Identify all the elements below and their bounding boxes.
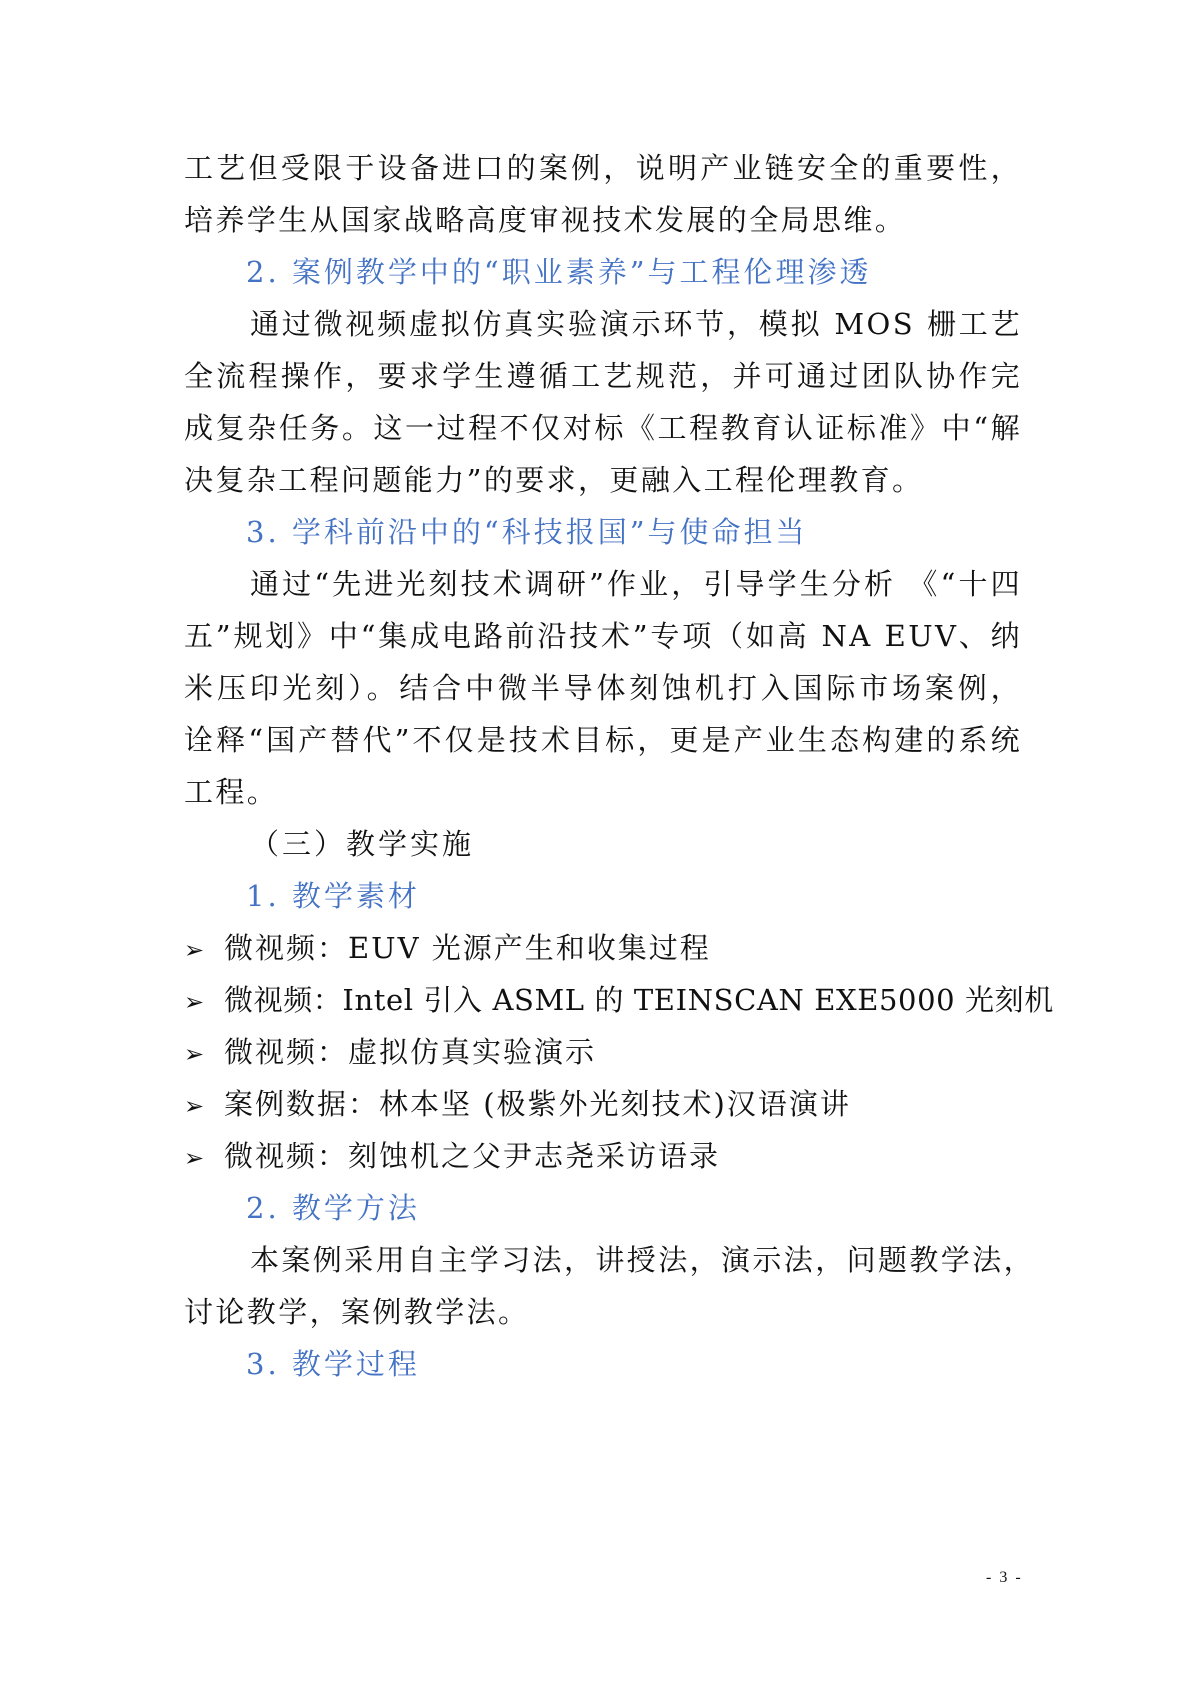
arrowhead-icon: ➢ — [184, 988, 207, 1016]
list-item — [184, 980, 1054, 1022]
paragraph-line: 五”规划》中“集成电路前沿技术”专项（如高 NA EUV、纳 — [184, 619, 1022, 653]
list-item-text: 微视频：Intel 引入 ASML 的 TEINSCAN EXE5000 光刻机 — [224, 983, 1054, 1017]
list-item-text: 案例数据：林本坚 (极紫外光刻技术)汉语演讲 — [224, 1087, 851, 1121]
list-item-text: 微视频：刻蚀机之父尹志尧采访语录 — [224, 1139, 721, 1173]
paragraph-line: 工艺但受限于设备进口的案例，说明产业链安全的重要性， — [184, 151, 1022, 185]
paragraph-line: 工程。 — [184, 775, 279, 809]
arrowhead-icon: ➢ — [184, 1144, 207, 1172]
paragraph-line: 全流程操作，要求学生遵循工艺规范，并可通过团队协作完 — [184, 359, 1022, 393]
paragraph-line: 诠释“国产替代”不仅是技术目标，更是产业生态构建的系统 — [184, 723, 1022, 757]
subheading-career-ethics: 2. 案例教学中的“职业素养”与工程伦理渗透 — [246, 255, 872, 289]
subheading-materials: 1. 教学素材 — [246, 879, 420, 913]
list-item — [184, 1032, 1022, 1074]
paragraph-line: 讨论教学，案例教学法。 — [184, 1295, 530, 1329]
paragraph-line: 成复杂任务。这一过程不仅对标《工程教育认证标准》中“解 — [184, 411, 1022, 445]
paragraph-line: 本案例采用自主学习法，讲授法，演示法，问题教学法， — [250, 1243, 1036, 1277]
subheading-frontier: 3. 学科前沿中的“科技报国”与使命担当 — [246, 515, 808, 549]
list-item — [184, 1136, 1022, 1178]
list-item-text: 微视频：EUV 光源产生和收集过程 — [224, 931, 711, 965]
paragraph-line: 决复杂工程问题能力”的要求，更融入工程伦理教育。 — [184, 463, 924, 497]
paragraph-line: 培养学生从国家战略高度审视技术发展的全局思维。 — [184, 203, 907, 237]
list-item-text: 微视频：虚拟仿真实验演示 — [224, 1035, 597, 1069]
list-item — [184, 1084, 1022, 1126]
list-item — [184, 928, 1022, 970]
page-number: - 3 - — [986, 1569, 1023, 1586]
paragraph-line: 米压印光刻）。结合中微半导体刻蚀机打入国际市场案例， — [184, 671, 1022, 705]
paragraph-line: 通过“先进光刻技术调研”作业，引导学生分析 《“十四 — [250, 567, 1022, 601]
arrowhead-icon: ➢ — [184, 1040, 207, 1068]
subheading-process: 3. 教学过程 — [246, 1347, 420, 1381]
arrowhead-icon: ➢ — [184, 936, 207, 964]
paragraph-line: 通过微视频虚拟仿真实验演示环节，模拟 MOS 栅工艺 — [250, 307, 1022, 341]
subheading-methods: 2. 教学方法 — [246, 1191, 420, 1225]
section-title-implementation: （三）教学实施 — [250, 827, 475, 861]
arrowhead-icon: ➢ — [184, 1092, 207, 1120]
